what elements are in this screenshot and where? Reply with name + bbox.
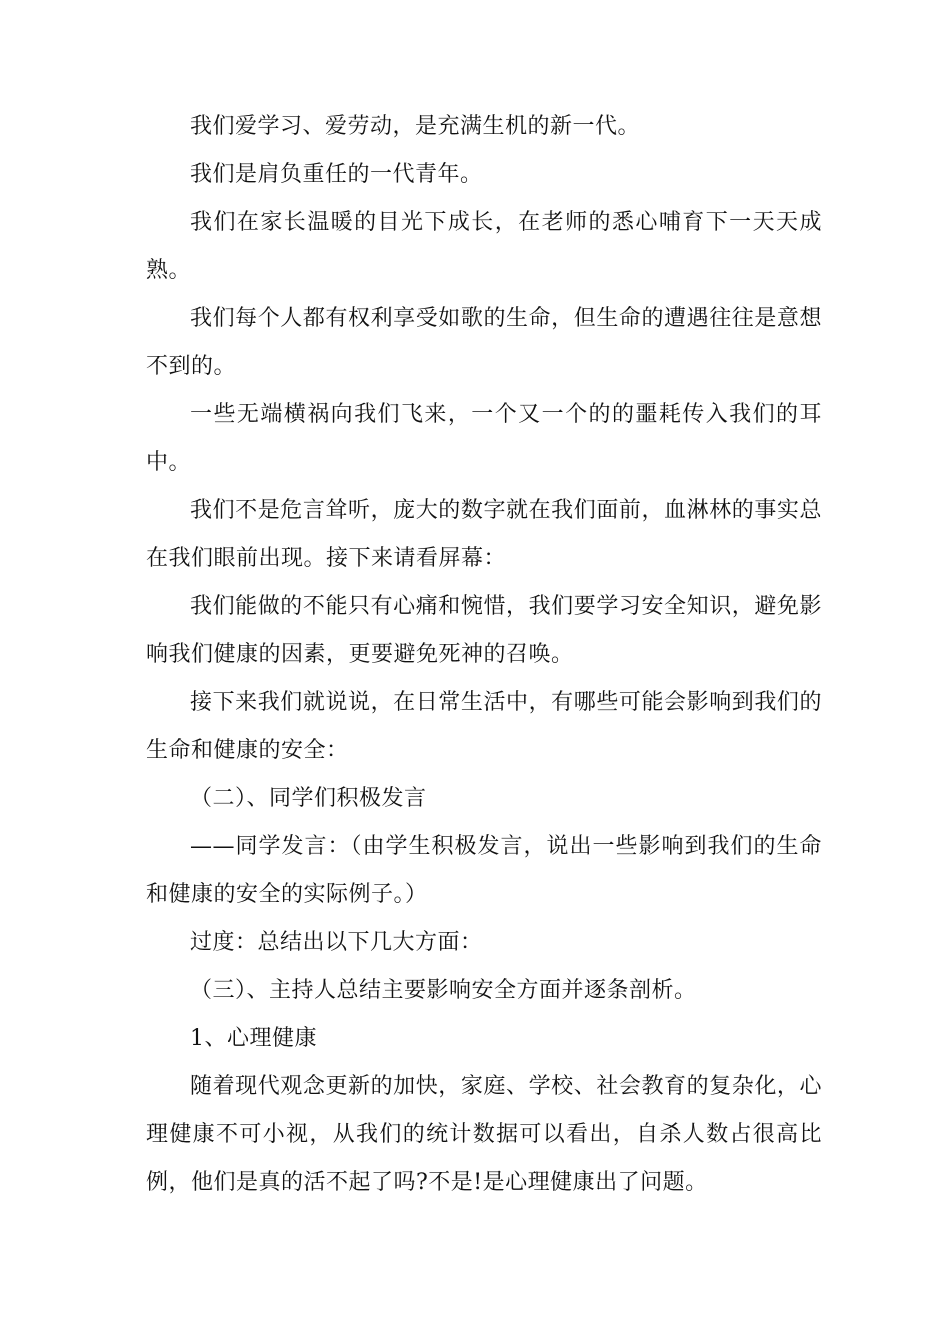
paragraph: 我们不是危言耸听，庞大的数字就在我们面前，血淋林的事实总在我们眼前出现。接下来请看屏幕： (146, 498, 822, 571)
subsection-heading: 1、心理健康 (190, 1026, 317, 1051)
paragraph: 我们在家长温暖的目光下成长，在老师的悉心哺育下一天天成熟。 (146, 210, 822, 283)
paragraph: 接下来我们就说说，在日常生活中，有哪些可能会影响到我们的生命和健康的安全： (146, 690, 822, 763)
section-heading: （二）、同学们积极发言 (190, 786, 427, 811)
document-body (146, 103, 822, 1207)
paragraph: 随着现代观念更新的加快，家庭、学校、社会教育的复杂化，心理健康不可小视，从我们的统计数据可以看出，自杀人数占很高比例，他们是真的活不起了吗?不是!是心理健康出了问题。 (146, 1074, 822, 1195)
paragraph: 我们爱学习、爱劳动，是充满生机的新一代。 (190, 114, 641, 139)
paragraph: 我们是肩负重任的一代青年。 (190, 162, 483, 187)
paragraph: 我们能做的不能只有心痛和惋惜，我们要学习安全知识，避免影响我们健康的因素，更要避免死神的召唤。 (146, 594, 822, 667)
section-heading: （三）、主持人总结主要影响安全方面并逐条剖析。 (190, 978, 697, 1003)
paragraph: 一些无端横祸向我们飞来，一个又一个的的噩耗传入我们的耳中。 (146, 402, 822, 475)
paragraph: 我们每个人都有权利享受如歌的生命，但生命的遭遇往往是意想不到的。 (146, 306, 822, 379)
paragraph: ——同学发言：（由学生积极发言，说出一些影响到我们的生命和健康的安全的实际例子。） (146, 834, 822, 907)
paragraph: 过度：总结出以下几大方面： (190, 930, 483, 955)
